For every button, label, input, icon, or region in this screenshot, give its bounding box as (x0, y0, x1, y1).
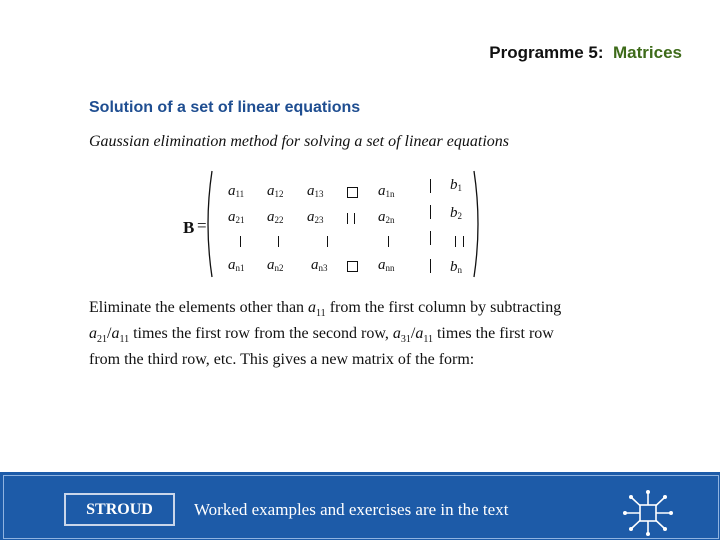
network-logo-icon (622, 489, 674, 537)
equals-sign: = (197, 216, 207, 235)
matrix-label: B (183, 218, 195, 237)
ellipsis-placeholder (347, 187, 358, 198)
matrix-cell: $a_{n2}$ (267, 257, 284, 273)
augment-bar (430, 179, 431, 193)
vertical-ellipsis (240, 236, 241, 247)
augment-bar (430, 259, 431, 273)
matrix-cell: $a_{13}$ (307, 183, 324, 199)
section-title: Solution of a set of linear equations (89, 99, 361, 116)
left-parenthesis (202, 169, 214, 279)
ellipsis-placeholder (347, 213, 348, 224)
matrix-cell: $a_{1n}$ (378, 183, 395, 199)
matrix-cell: $a_{n3}$ (311, 257, 328, 273)
vertical-ellipsis (455, 236, 456, 247)
matrix-cell: $a_{11}$ (228, 183, 245, 199)
matrix-cell: $b_1$ (450, 177, 462, 193)
programme-topic: Matrices (613, 43, 682, 62)
matrix-cell: $a_{2n}$ (378, 209, 395, 225)
augment-bar (430, 205, 431, 219)
ellipsis-placeholder (347, 261, 358, 272)
vertical-ellipsis (327, 236, 328, 247)
programme-label: Programme 5: (489, 43, 604, 62)
augmented-matrix (180, 165, 490, 285)
matrix-cell: $a_{12}$ (267, 183, 284, 199)
matrix-cell: $a_{nn}$ (378, 257, 395, 273)
vertical-ellipsis (388, 236, 389, 247)
matrix-cell: $a_{21}$ (228, 209, 245, 225)
footer-note: Worked examples and exercises are in the text (194, 500, 509, 519)
matrix-cell: $a_{n1}$ (228, 257, 245, 273)
matrix-cell: $a_{22}$ (267, 209, 284, 225)
stroud-brand-box: STROUD (64, 493, 175, 526)
ellipsis-placeholder (354, 213, 355, 224)
subtitle: Gaussian elimination method for solving a set of linear equations (89, 133, 509, 150)
vertical-ellipsis (278, 236, 279, 247)
vertical-ellipsis (463, 236, 464, 247)
augment-bar (430, 231, 431, 245)
footer-bar (0, 472, 720, 540)
programme-header (489, 43, 682, 63)
matrix-cell: $b_2$ (450, 205, 462, 221)
explanation-paragraph: Eliminate the elements other than $a_{11}$ from the first column by subtracting $a_{21}/a_{11}$ times the first row from the second row, $a_{31}/a_{11}$ times the first row from the third row, etc. This gives a new matrix of the form: (89, 299, 562, 369)
matrix-cell: $b_n$ (450, 259, 462, 275)
footer-panel (3, 475, 719, 539)
matrix-cell: $a_{23}$ (307, 209, 324, 225)
right-parenthesis (472, 169, 484, 279)
